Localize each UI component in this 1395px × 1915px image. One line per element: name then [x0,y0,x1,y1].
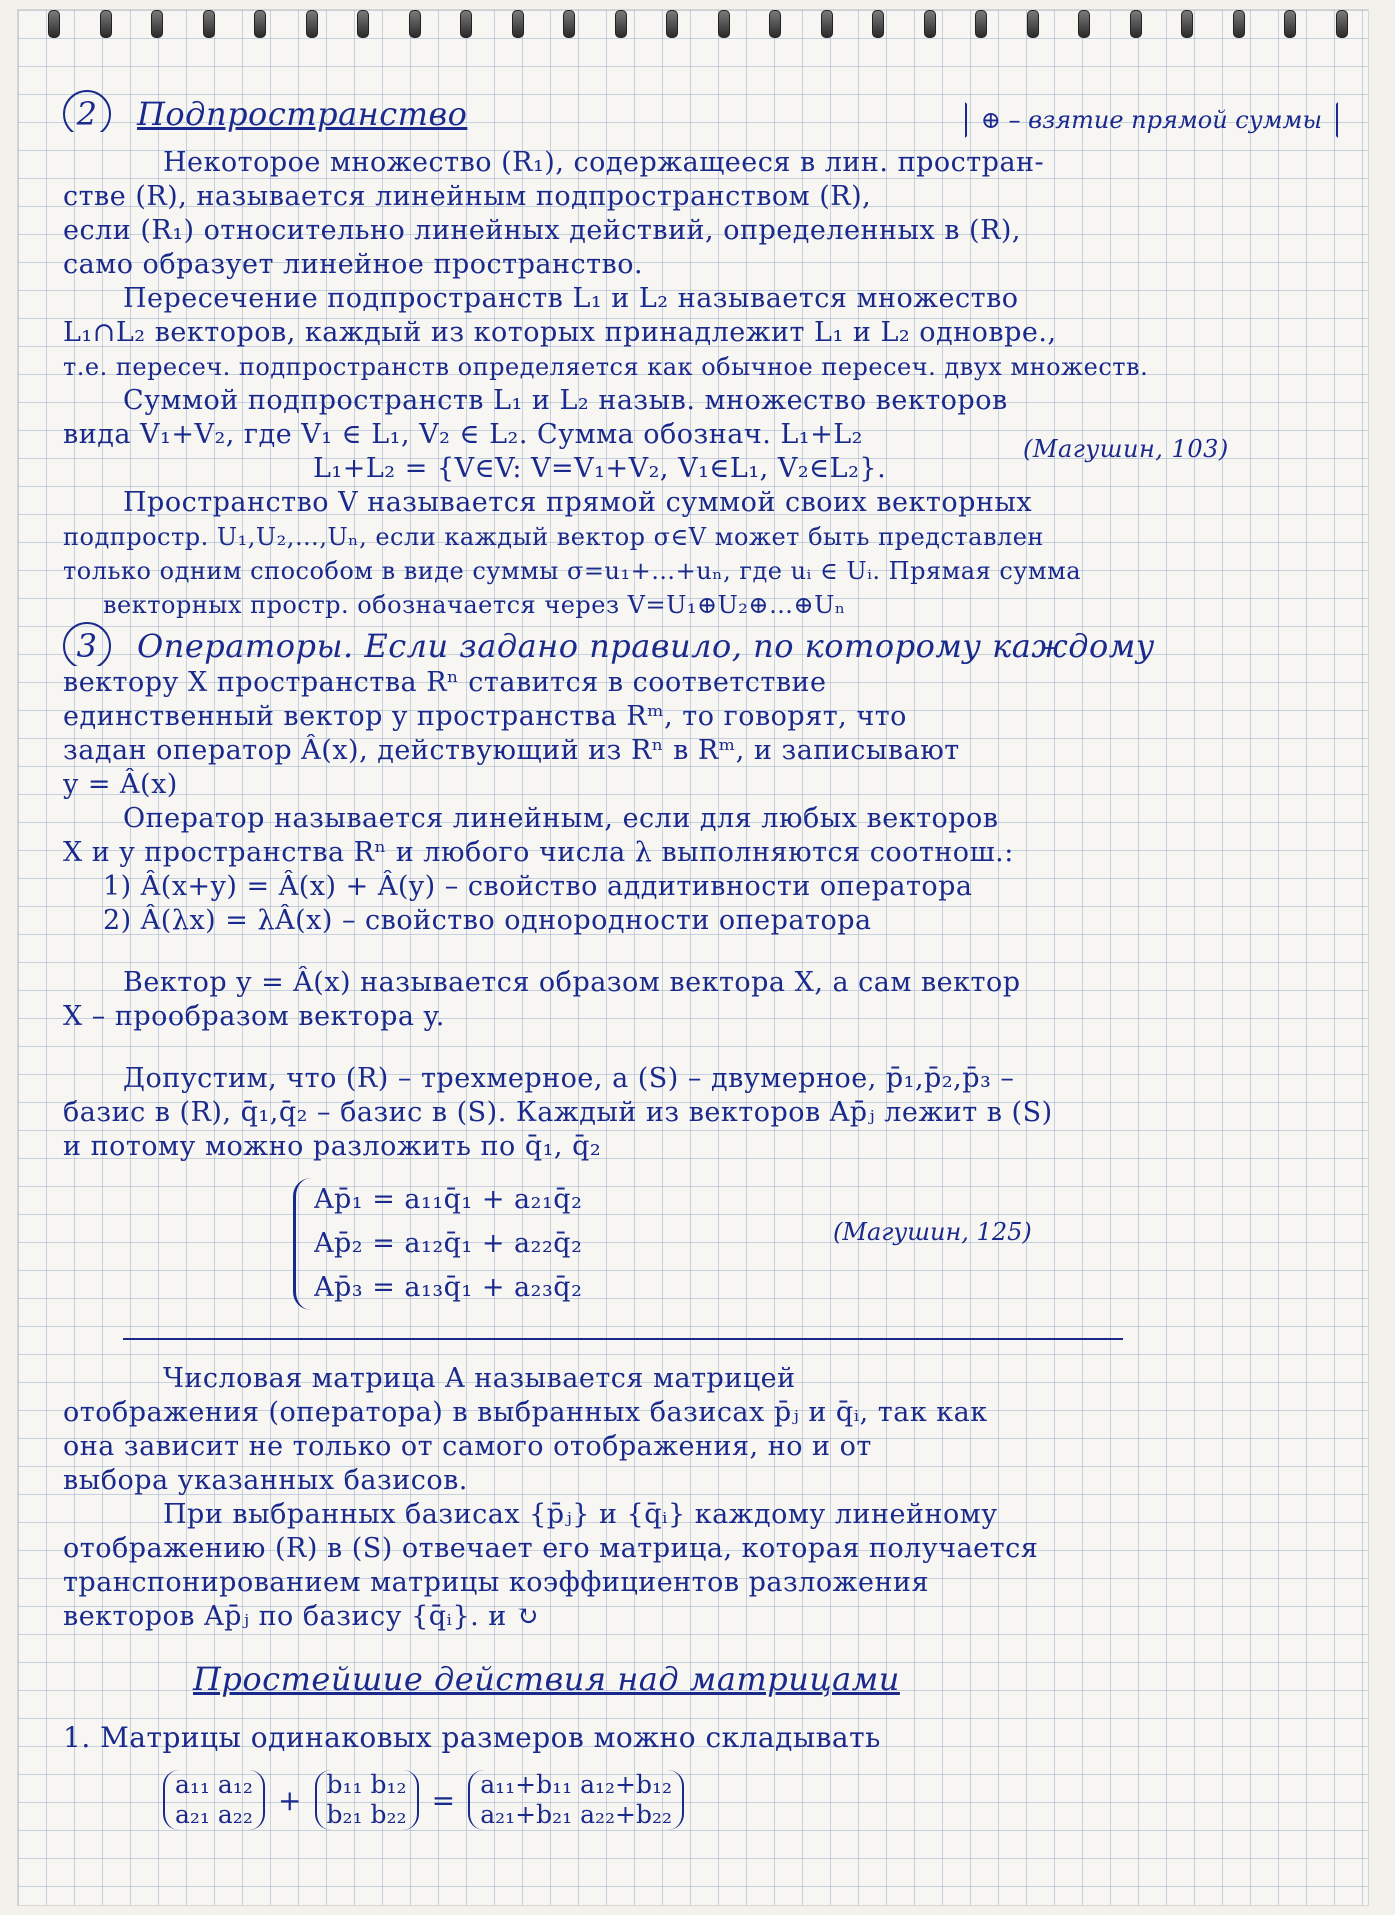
spiral-ring [460,10,472,38]
matrix-row: a₁₁ a₁₂ [175,1770,253,1799]
section-intro: Операторы. Если задано правило, по которому каждому [137,627,1155,665]
spiral-ring [306,10,318,38]
text-line: если (R₁) относительно линейных действий, определенных в (R), [63,215,1022,246]
text-line: Числовая матрица A называется матрицей [163,1363,796,1394]
spiral-ring [975,10,987,38]
text-line: отображению (R) в (S) отвечает его матрица, которая получается [63,1533,1039,1564]
matrix-row: b₁₁ b₁₂ [326,1770,407,1799]
text-line: Пересечение подпространств L₁ и L₂ называется множество [123,283,1019,314]
sum-definition: L₁+L₂ = {V∈V: V=V₁+V₂, V₁∈L₁, V₂∈L₂}. [313,453,887,484]
matrix-row: b₂₁ b₂₂ [326,1800,407,1829]
spiral-ring [151,10,163,38]
matrix-sum-example [63,1770,1343,1830]
spiral-ring [254,10,266,38]
reference-note: (Магушин, 103) [1023,435,1229,463]
spiral-ring [821,10,833,38]
spiral-ring [1284,10,1296,38]
spiral-ring [1233,10,1245,38]
text-line: Вектор y = Â(x) называется образом вектора X, а сам вектор [123,967,1021,998]
spiral-ring [100,10,112,38]
matrix-row: a₁₁+b₁₁ a₁₂+b₁₂ [480,1770,673,1799]
text-line: 1. Матрицы одинаковых размеров можно складывать [63,1721,881,1754]
matrix-row: a₂₁+b₂₁ a₂₂+b₂₂ [480,1800,673,1829]
text-line: стве (R), называется линейным подпространством (R), [63,181,872,212]
spiral-ring [1027,10,1039,38]
equation-system [293,1178,734,1310]
text-line: L₁∩L₂ векторов, каждый из которых принадлежит L₁ и L₂ одновре., [63,317,1057,348]
text-line: вида V₁+V₂, где V₁ ∈ L₁, V₂ ∈ L₂. Сумма обознач. L₁+L₂ [63,419,864,450]
matrix-sum [468,1770,684,1830]
equation-line: Ap̄₁ = a₁₁q̄₁ + a₂₁q̄₂ [314,1184,583,1215]
spiral-ring [718,10,730,38]
text-line: X и y пространства Rⁿ и любого числа λ выполняются соотнош.: [63,837,1014,868]
text-line: само образует линейное пространство. [63,249,644,280]
matrix-b [315,1770,419,1830]
section-title: Подпространство [137,95,468,132]
text-line: задан оператор Â(x), действующий из Rⁿ в Rᵐ, и записывают [63,735,960,766]
spiral-ring [666,10,678,38]
equation-line: Ap̄₃ = a₁₃q̄₁ + a₂₃q̄₂ [314,1272,583,1303]
text-line: т.е. пересеч. подпространств определяется как обычное пересеч. двух множеств. [63,353,1149,381]
text-line: она зависит не только от самого отображения, но и от [63,1431,872,1462]
matrix-a [163,1770,265,1830]
spiral-ring [512,10,524,38]
text-line: транспонированием матрицы коэффициентов разложения [63,1567,929,1598]
text-line: базис в (R), q̄₁,q̄₂ – базис в (S). Каждый из векторов Ap̄ⱼ лежит в (S) [63,1097,1053,1128]
reference-note: (Магушин, 125) [833,1218,1032,1246]
text-line: выбора указанных базисов. [63,1465,468,1496]
spiral-ring [872,10,884,38]
spiral-ring [563,10,575,38]
spiral-ring [48,10,60,38]
divider-line [123,1338,1123,1340]
direct-sum-note: ⊕ – взятие прямой суммы [965,102,1338,138]
text-line: Суммой подпространств L₁ и L₂ назыв. множество векторов [123,385,1008,416]
text-line: y = Â(x) [63,769,178,800]
spiral-ring [924,10,936,38]
notes-content [63,90,1343,1830]
notebook-page [18,10,1368,1905]
text-line [63,435,1343,486]
spiral-binding [48,10,1348,40]
text-line: При выбранных базисах {p̄ⱼ} и {q̄ᵢ} каждому линейному [163,1499,998,1530]
text-line: вектору X пространства Rⁿ ставится в соответствие [63,667,827,698]
heading-text: Простейшие действия над матрицами [193,1660,900,1698]
text-line: 2) Â(λx) = λÂ(x) – свойство однородности оператора [103,905,872,936]
section-number: 3 [63,622,111,666]
text-line: единственный вектор y пространства Rᵐ, то говорят, что [63,701,907,732]
section-3-heading [63,622,1343,666]
spiral-ring [409,10,421,38]
text-line: X – прообразом вектора y. [63,1001,445,1032]
text-line: Некоторое множество (R₁), содержащееся в лин. простран- [163,147,1045,178]
text-line: Допустим, что (R) – трехмерное, а (S) – двумерное, p̄₁,p̄₂,p̄₃ – [123,1063,1015,1094]
text-line: и потому можно разложить по q̄₁, q̄₂ [63,1131,602,1162]
equation-line: Ap̄₂ = a₁₂q̄₁ + a₂₂q̄₂ [314,1228,583,1259]
spiral-ring [1336,10,1348,38]
text-line: подпростр. U₁,U₂,…,Uₙ, если каждый вектор σ∈V может быть представлен [63,523,1044,551]
text-line: 1) Â(x+y) = Â(x) + Â(y) – свойство аддитивности оператора [103,871,973,902]
spiral-ring [769,10,781,38]
spiral-ring [615,10,627,38]
text-line: Пространство V называется прямой суммой своих векторных [123,487,1033,518]
plus-sign: + [277,1783,302,1817]
text-line: отображения (оператора) в выбранных базисах p̄ⱼ и q̄ᵢ, так как [63,1397,988,1428]
matrices-heading [63,1658,1343,1700]
text-line: Оператор называется линейным, если для любых векторов [123,803,999,834]
section-2-heading [63,90,1343,132]
spiral-ring [1078,10,1090,38]
text-line: векторов Ap̄ⱼ по базису {q̄ᵢ}. и ↻ [63,1601,540,1632]
matrix-row: a₂₁ a₂₂ [175,1800,253,1829]
spiral-ring [203,10,215,38]
text-line: только одним способом в виде суммы σ=u₁+…+uₙ, где uᵢ ∈ Uᵢ. Прямая сумма [63,557,1082,585]
expansion-block [63,1178,1343,1310]
spiral-ring [357,10,369,38]
section-number: 2 [63,90,111,132]
spiral-ring [1181,10,1193,38]
spiral-ring [1130,10,1142,38]
text-line: векторных простр. обозначается через V=U₁⊕U₂⊕…⊕Uₙ [103,591,846,619]
equals-sign: = [431,1783,456,1817]
